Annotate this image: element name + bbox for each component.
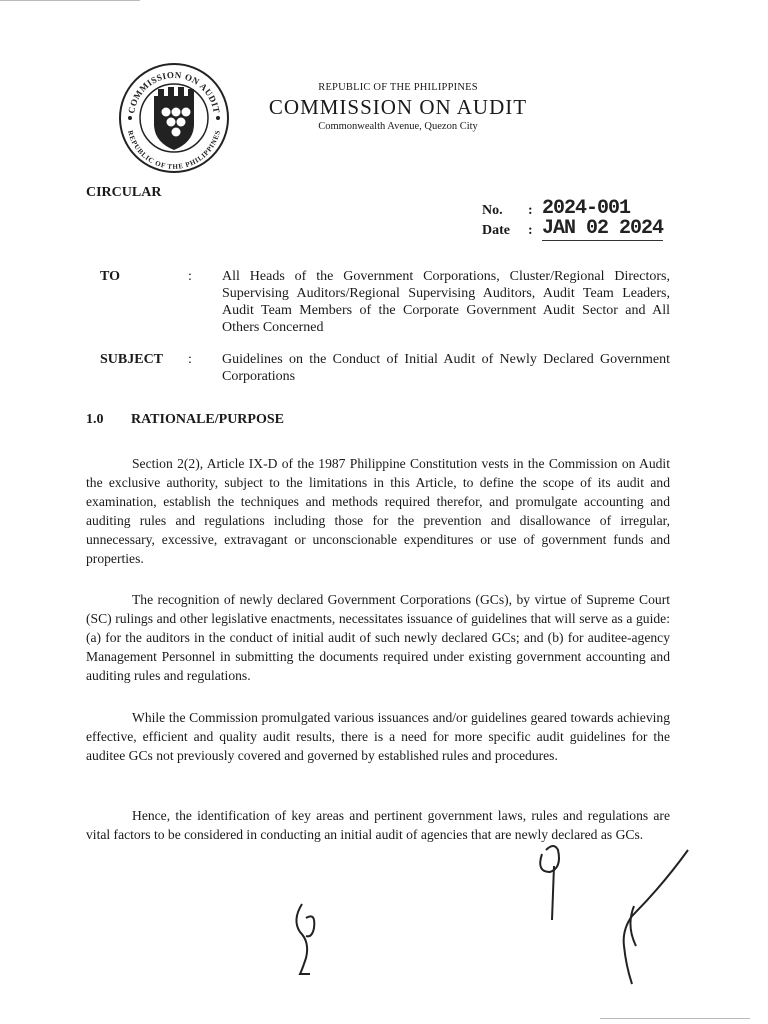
- paragraph-3: While the Commission promulgated various issuances and/or guidelines geared towards achieving effective, efficient and quality audit results, there is a need for more specific audit guidelines for the auditee GCs not previously covered and governed by established rules and procedures.: [86, 710, 670, 763]
- section-heading: [86, 412, 284, 428]
- paragraph-1: Section 2(2), Article IX-D of the 1987 Philippine Constitution vests in the Commission on Audit the exclusive authority, subject to the limitations in this Article, to define the scope of its audit and examination, establish the techniques and methods required therefor, and promulgate accounting and auditing rules and regulations including those for the prevention and disallowance of irregular, unnecessary, excessive, extravagant or unconscionable expenditures or use of government funds and properties.: [86, 456, 670, 566]
- circular-number: 2024-001: [542, 197, 631, 220]
- to-text: All Heads of the Government Corporations, Cluster/Regional Directors, Supervising Auditors/Regional Supervising Auditors, Audit Team Leaders, Audit Team Members of the Corporate Government Audit Sector and All Others Concerned: [222, 269, 670, 335]
- subject-text: Guidelines on the Conduct of Initial Audit of Newly Declared Government Corporations: [222, 352, 670, 384]
- republic-line: REPUBLIC OF THE PHILIPPINES: [318, 82, 478, 93]
- initials-signature-1: [288, 898, 328, 978]
- subject-label: SUBJECT: [100, 352, 164, 367]
- top-scan-rule: [0, 0, 140, 1]
- to-colon: :: [188, 269, 192, 284]
- document-type: CIRCULAR: [86, 185, 162, 200]
- date-label: Date: [482, 223, 510, 238]
- paragraph-4: Hence, the identification of key areas and pertinent government laws, rules and regulations are vital factors to be considered in conducting an initial audit of agencies that are newly declared as GCs.: [86, 808, 670, 842]
- subject-field: [100, 351, 670, 385]
- letterhead: [248, 82, 548, 132]
- agency-address: Commonwealth Avenue, Quezon City: [318, 121, 478, 132]
- date-colon: :: [528, 223, 533, 238]
- initials-signature-3: [612, 846, 692, 996]
- to-label: TO: [100, 269, 120, 284]
- initials-signature-2: [532, 838, 572, 928]
- subject-colon: :: [188, 352, 192, 367]
- seal-bottom-text: REPUBLIC OF THE PHILIPPINES: [126, 129, 222, 171]
- number-colon: :: [528, 203, 533, 218]
- to-field: [100, 268, 670, 336]
- section-number: 1.0: [86, 412, 104, 427]
- circular-date: JAN 02 2024: [542, 217, 664, 240]
- section-title: RATIONALE/PURPOSE: [131, 412, 284, 427]
- agency-name: COMMISSION ON AUDIT: [268, 95, 528, 119]
- seal-top-text: COMMISSION ON AUDIT: [126, 69, 222, 115]
- paragraph-2: The recognition of newly declared Government Corporations (GCs), by virtue of Supreme Court (SC) rulings and other legislative enactments, necessitates issuance of guidelines that will serve as a guide: (a) for the auditors in the conduct of initial audit of such newly declared GCs; and (b) for auditee-agency Management Personnel in submitting the documents required under existing government accounting and auditing rules and regulations.: [86, 592, 670, 683]
- coa-seal-icon: [118, 62, 230, 174]
- bottom-scan-rule: [600, 1018, 750, 1019]
- number-label: No.: [482, 203, 503, 218]
